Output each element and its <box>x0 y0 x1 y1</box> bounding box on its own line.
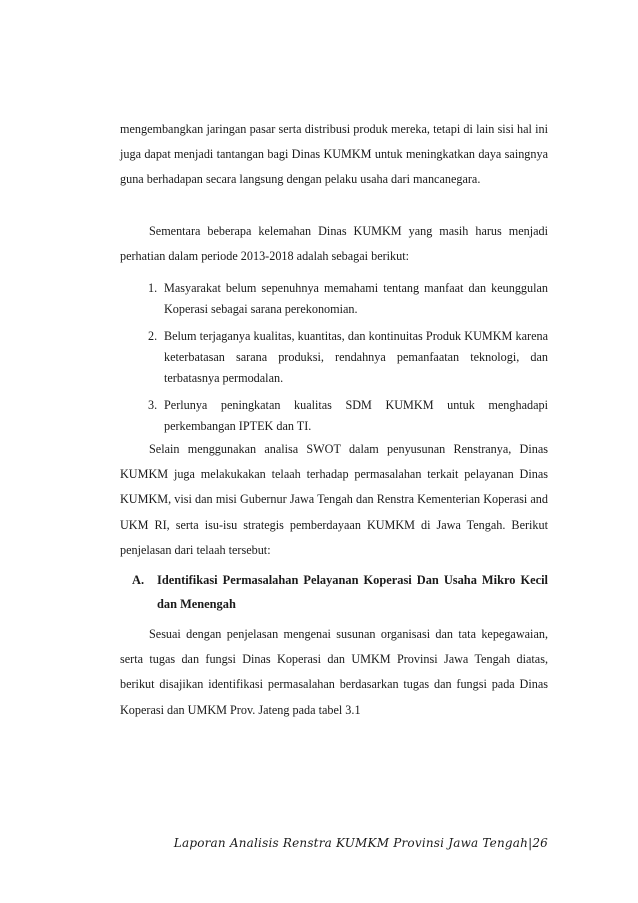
paragraph-text: Selain menggunakan analisa SWOT dalam penyusunan Renstranya, Dinas KUMKM juga melakukakan telaah terhadap permasalahan terkait pelayanan Dinas KUMKM, visi dan misi Gubernur Jawa Tengah dan Renstra Kementerian Koperasi and UKM RI, serta isu-isu strategis pemberdayaan KUMKM di Jawa Tengah. Berikut penjelasan dari telaah tersebut: <box>120 442 548 557</box>
list-item <box>148 395 548 437</box>
section-letter: A. <box>132 573 145 587</box>
list-item <box>148 278 548 320</box>
page-number: 26 <box>532 836 548 850</box>
paragraph-text: Sesuai dengan penjelasan mengenai susunan organisasi dan tata kepegawaian, serta tugas dan fungsi Dinas Koperasi dan UMKM Provinsi Jawa Tengah diatas, berikut disajikan identifikasi permasalahan berdasarkan tugas dan fungsi pada Dinas Koperasi dan UMKM Prov. Jateng pada tabel 3.1 <box>120 627 548 717</box>
paragraph-text: Sementara beberapa kelemahan Dinas KUMKM yang masih harus menjadi perhatian dalam periode 2013-2018 adalah sebagai berikut: <box>120 224 548 264</box>
list-item-text: Perlunya peningkatan kualitas SDM KUMKM untuk menghadapi perkembangan IPTEK dan TI. <box>164 398 548 433</box>
footer-title: Laporan Analisis Renstra KUMKM Provinsi Jawa Tengah <box>173 836 529 850</box>
footer-separator: | <box>528 836 533 850</box>
list-number: 2. <box>148 329 158 343</box>
paragraph-weaknesses-intro <box>120 219 548 269</box>
weakness-list <box>148 278 548 443</box>
list-number: 3. <box>148 398 158 412</box>
paragraph-analysis <box>120 437 548 563</box>
paragraph-opportunity-continuation <box>120 117 548 193</box>
section-title: Identifikasi Permasalahan Pelayanan Koperasi Dan Usaha Mikro Kecil dan Menengah <box>157 573 548 611</box>
list-item-text: Masyarakat belum sepenuhnya memahami tentang manfaat dan keunggulan Koperasi sebagai sarana perekonomian. <box>164 281 548 316</box>
list-item <box>148 326 548 389</box>
paragraph-identification <box>120 622 548 723</box>
list-number: 1. <box>148 281 158 295</box>
page-footer <box>120 836 548 850</box>
section-heading <box>132 568 548 616</box>
paragraph-text: mengembangkan jaringan pasar serta distribusi produk mereka, tetapi di lain sisi hal ini juga dapat menjadi tantangan bagi Dinas KUMKM untuk meningkatkan daya saingnya guna berhadapan secara langsung dengan pelaku usaha dari mancanegara. <box>120 122 548 187</box>
list-item-text: Belum terjaganya kualitas, kuantitas, dan kontinuitas Produk KUMKM karena keterbatasan sarana produksi, rendahnya pemanfaatan teknologi, dan terbatasnya permodalan. <box>164 329 548 385</box>
